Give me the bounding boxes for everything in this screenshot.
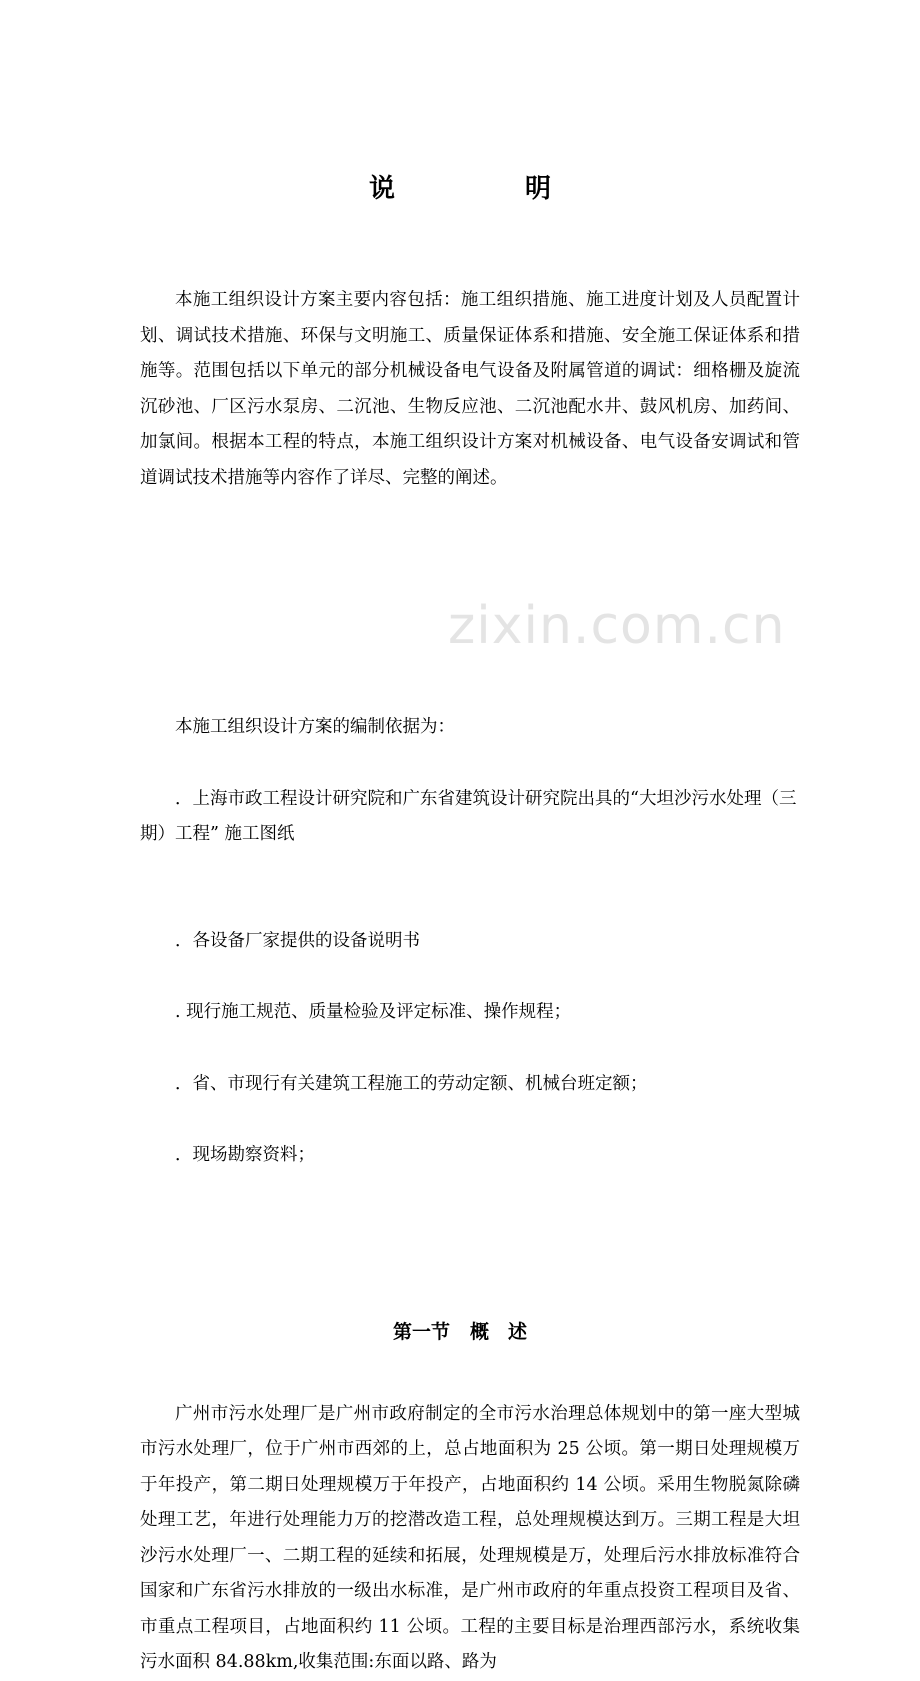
basis-item: ．现场勘察资料； [175, 1145, 315, 1165]
section-heading [0, 1317, 920, 1344]
overview-paragraph: 广州市污水处理厂是广州市政府制定的全市污水治理总体规划中的第一座大型城市污水处理厂，位于广州市西郊的上，总占地面积为 25 公顷。第一期日处理规模万于年投产，第二期日处理规模万于年投产，占地面积约 14 公顷。采用生物脱氮除磷处理工艺，年进行处理能力万的挖潜改造工程，总处理规模达到万。三期工程是大坦沙污水处理厂一、二期工程的延续和拓展，处理规模是万，处理后污水排放标准符合国家和广东省污水排放的一级出水标准，是广州市政府的年重点投资工程项目及省、市重点工程项目，占地面积约 11 公顷。工程的主要目标是治理西部污水，系统收集污水面积 84.88km,收集范围:东面以路、路为 [140, 1403, 800, 1672]
basis-item: ．上海市政工程设计研究院和广东省建筑设计研究院出具的“大坦沙污水处理（三期）工程” 施工图纸 [140, 788, 797, 844]
intro-paragraph: 本施工组织设计方案主要内容包括：施工组织措施、施工进度计划及人员配置计划、调试技术措施、环保与文明施工、质量保证体系和措施、安全施工保证体系和措施等。范围包括以下单元的部分机械设备电气设备及附属管道的调试：细格栅及旋流沉砂池、厂区污水泵房、二沉池、生物反应池、二沉池配水井、鼓风机房、加药间、加氯间。根据本工程的特点，本施工组织设计方案对机械设备、电气设备安调试和管道调试技术措施等内容作了详尽、完整的阐述。 [140, 290, 800, 488]
section-number: 第一节 [392, 1320, 450, 1343]
basis-item: . 现行施工规范、质量检验及评定标准、操作规程； [175, 1002, 572, 1022]
section-title: 概 述 [470, 1320, 528, 1343]
watermark-text: zixin.com.cn [448, 596, 786, 656]
basis-item: ．各设备厂家提供的设备说明书 [175, 930, 420, 951]
basis-item: ．省、市现行有关建筑工程施工的劳动定额、机械台班定额； [175, 1073, 648, 1094]
basis-heading: 本施工组织设计方案的编制依据为： [175, 717, 455, 737]
page-title: 说 明 [368, 174, 603, 204]
